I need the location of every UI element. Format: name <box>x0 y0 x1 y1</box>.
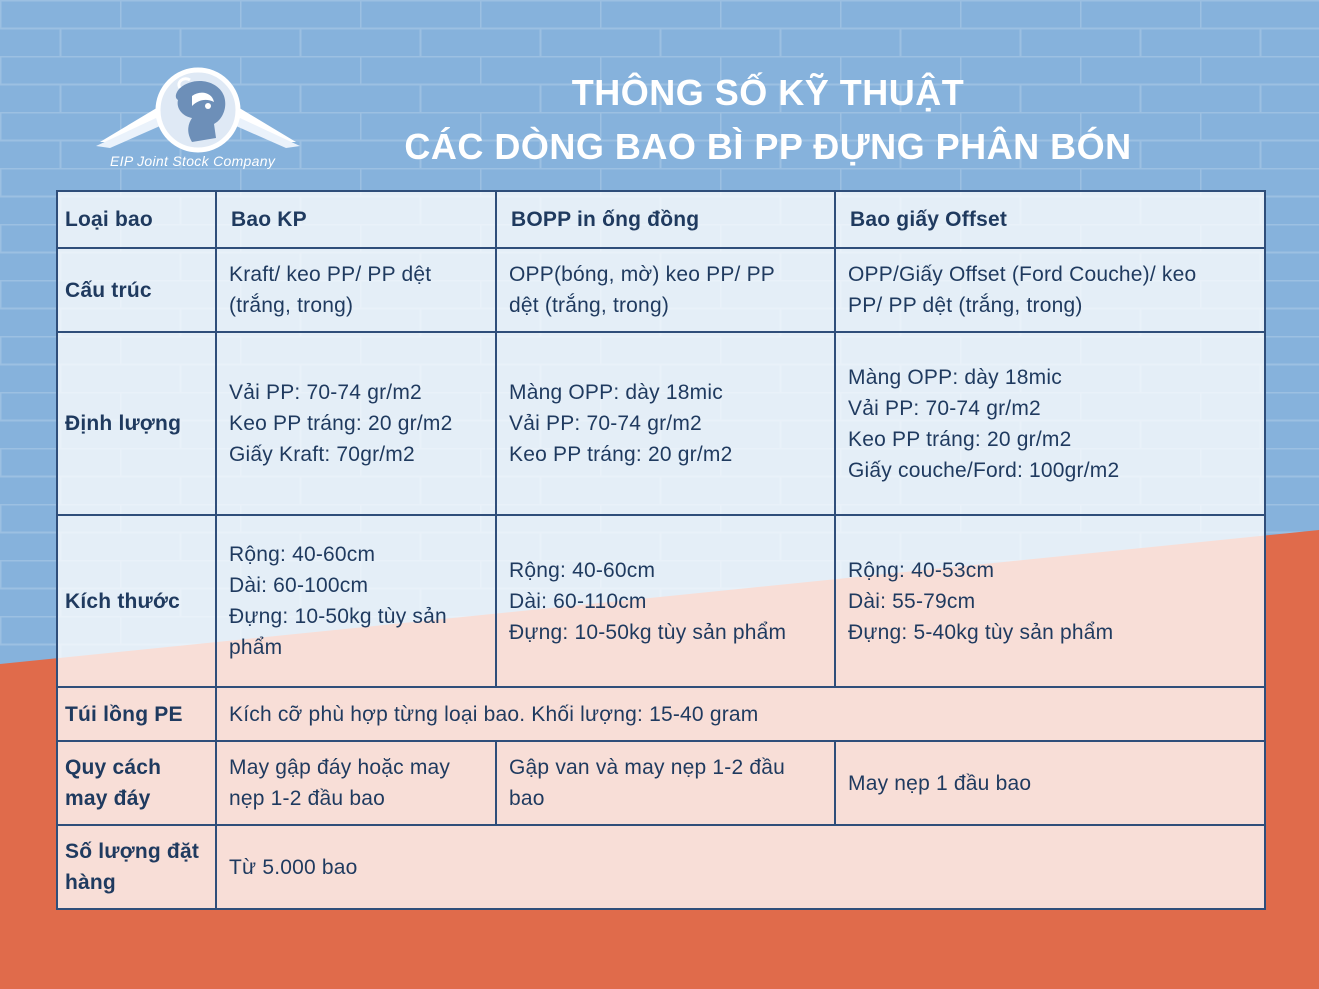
row-label: Kích thước <box>57 515 216 687</box>
table-cell: Vải PP: 70-74 gr/m2 Keo PP tráng: 20 gr/m2 Giấy Kraft: 70gr/m2 <box>216 332 496 515</box>
row-label: Túi lồng PE <box>57 687 216 741</box>
table-row-bottom-sewing <box>57 741 1265 825</box>
row-label: Cấu trúc <box>57 248 216 332</box>
table-cell: Màng OPP: dày 18mic Vải PP: 70-74 gr/m2 Keo PP tráng: 20 gr/m2 Giấy couche/Ford: 100gr/m2 <box>835 332 1265 515</box>
spec-table <box>56 190 1266 910</box>
table-row-structure <box>57 248 1265 332</box>
header-cell-bag-type: Loại bao <box>57 191 216 248</box>
table-row-weight <box>57 332 1265 515</box>
table-cell: Màng OPP: dày 18mic Vải PP: 70-74 gr/m2 Keo PP tráng: 20 gr/m2 <box>496 332 835 515</box>
header-cell-offset: Bao giấy Offset <box>835 191 1265 248</box>
table-cell: OPP(bóng, mờ) keo PP/ PP dệt (trắng, trong) <box>496 248 835 332</box>
table-cell: Kích cỡ phù hợp từng loại bao. Khối lượng: 15-40 gram <box>216 687 1265 741</box>
row-label: Số lượng đặt hàng <box>57 825 216 909</box>
company-name: EIP Joint Stock Company <box>110 153 276 169</box>
table-row-pe-liner <box>57 687 1265 741</box>
table-cell: Rộng: 40-60cm Dài: 60-110cm Đựng: 10-50kg tùy sản phẩm <box>496 515 835 687</box>
header-cell-bao-kp: Bao KP <box>216 191 496 248</box>
page-subtitle: CÁC DÒNG BAO BÌ PP ĐỰNG PHÂN BÓN <box>404 126 1132 167</box>
table-cell: May nẹp 1 đầu bao <box>835 741 1265 825</box>
table-row-order-qty <box>57 825 1265 909</box>
table-cell: Rộng: 40-60cm Dài: 60-100cm Đựng: 10-50kg tùy sản phẩm <box>216 515 496 687</box>
header-cell-bopp: BOPP in ống đồng <box>496 191 835 248</box>
page-title: THÔNG SỐ KỸ THUẬT <box>571 72 965 113</box>
row-label: Quy cách may đáy <box>57 741 216 825</box>
row-label: Định lượng <box>57 332 216 515</box>
table-cell: OPP/Giấy Offset (Ford Couche)/ keo PP/ PP dệt (trắng, trong) <box>835 248 1265 332</box>
table-header-row <box>57 191 1265 248</box>
table-cell: Kraft/ keo PP/ PP dệt (trắng, trong) <box>216 248 496 332</box>
table-cell: Rộng: 40-53cm Dài: 55-79cm Đựng: 5-40kg tùy sản phẩm <box>835 515 1265 687</box>
table-cell: May gập đáy hoặc may nẹp 1-2 đầu bao <box>216 741 496 825</box>
table-cell: Từ 5.000 bao <box>216 825 1265 909</box>
table-cell: Gập van và may nẹp 1-2 đầu bao <box>496 741 835 825</box>
table-row-size <box>57 515 1265 687</box>
